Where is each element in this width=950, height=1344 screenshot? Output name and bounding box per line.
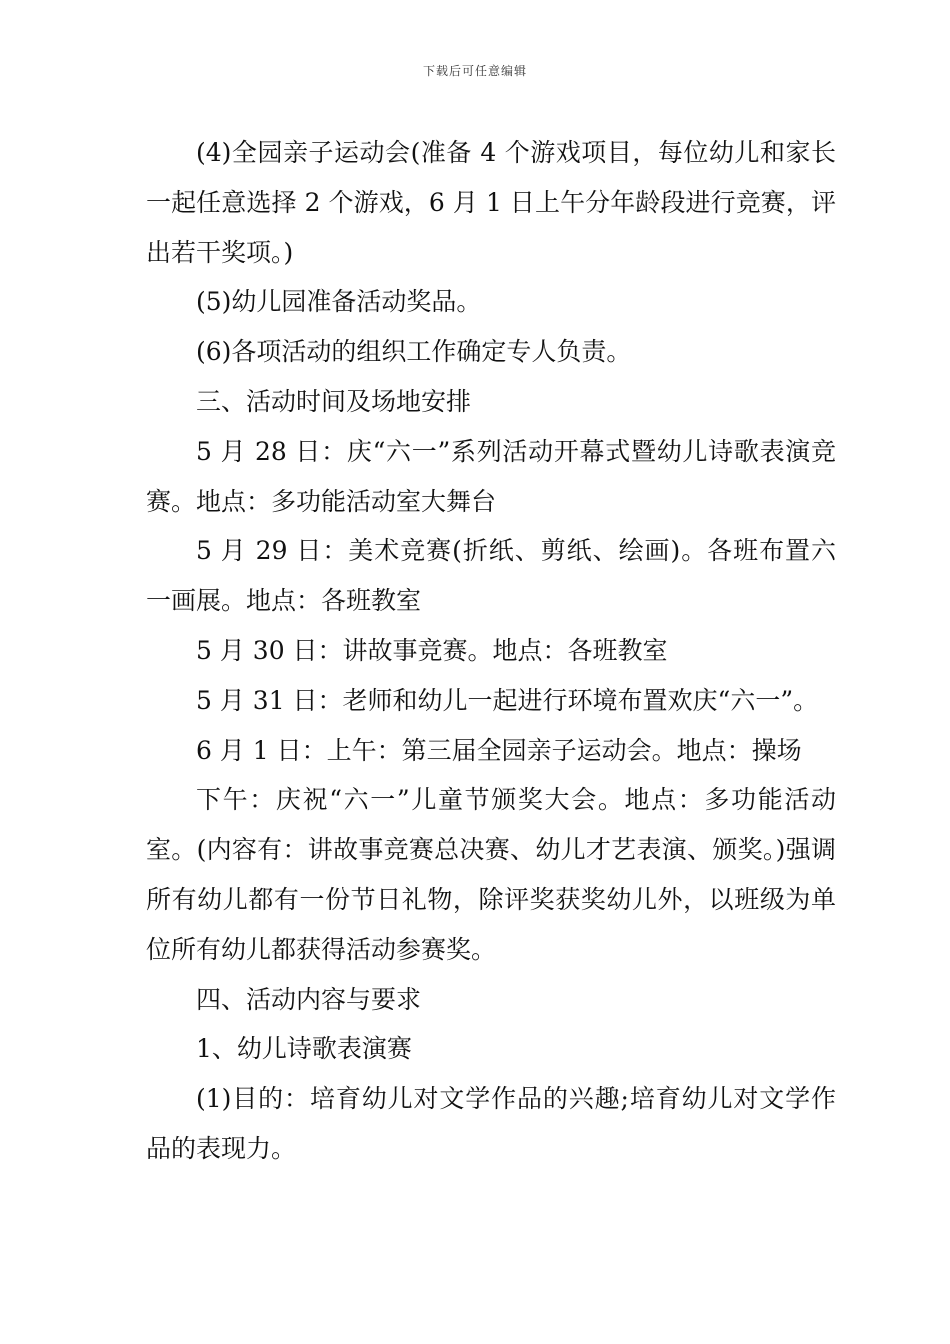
paragraph-prizes: (5)幼儿园准备活动奖品。 — [196, 287, 482, 317]
section-heading-schedule: 三、活动时间及场地安排 — [196, 386, 472, 416]
document-body — [146, 128, 836, 1174]
paragraph-may-28: 5 月 28 日：庆“六一”系列活动开幕式暨幼儿诗歌表演竞赛。地点：多功能活动室大舞台 — [146, 436, 836, 516]
paragraph-june-1-afternoon: 下午：庆祝“六一”儿童节颁奖大会。地点：多功能活动室。(内容有：讲故事竞赛总决赛、幼儿才艺表演、颁奖。)强调所有幼儿都有一份节日礼物，除评奖获奖幼儿外，以班级为单位所有幼儿都获得活动参赛奖。 — [146, 785, 836, 964]
paragraph-staff: (6)各项活动的组织工作确定专人负责。 — [196, 337, 632, 367]
page-header-note: 下载后可任意编辑 — [422, 64, 527, 78]
paragraph-may-29: 5 月 29 日：美术竞赛(折纸、剪纸、绘画)。各班布置六一画展。地点：各班教室 — [146, 536, 836, 616]
paragraph-may-30: 5 月 30 日：讲故事竞赛。地点：各班教室 — [196, 635, 668, 665]
section-heading-content: 四、活动内容与要求 — [196, 984, 422, 1014]
subheading-poetry-contest: 1、幼儿诗歌表演赛 — [196, 1034, 412, 1064]
paragraph-june-1-morning: 6 月 1 日：上午：第三届全园亲子运动会。地点：操场 — [196, 735, 802, 765]
paragraph-may-31: 5 月 31 日：老师和幼儿一起进行环境布置欢庆“六一”。 — [196, 685, 819, 715]
paragraph-purpose: (1)目的：培育幼儿对文学作品的兴趣;培育幼儿对文学作品的表现力。 — [146, 1084, 836, 1163]
paragraph-sports-meet: (4)全园亲子运动会(准备 4 个游戏项目，每位幼儿和家长一起任意选择 2 个游戏，6 月 1 日上午分年龄段进行竞赛，评出若干奖项。) — [146, 138, 836, 267]
